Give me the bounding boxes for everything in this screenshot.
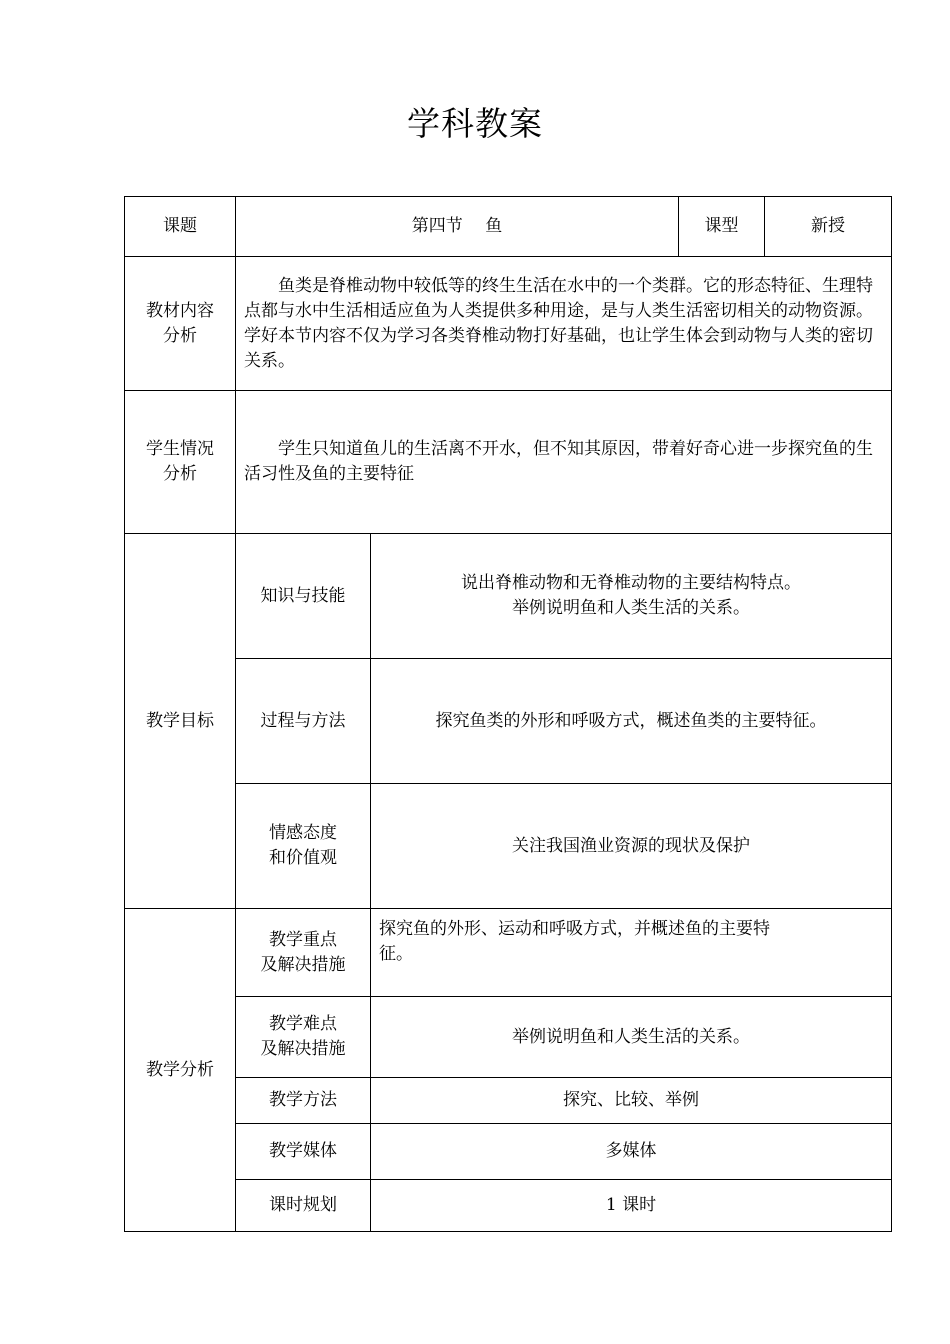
goals-label: 教学目标 <box>125 534 236 909</box>
analysis-difficulty-text: 举例说明鱼和人类生活的关系。 <box>371 997 892 1078</box>
analysis-difficulty-label: 教学难点 及解决措施 <box>236 997 371 1078</box>
goal-process-text: 探究鱼类的外形和呼吸方式，概述鱼类的主要特征。 <box>371 659 892 784</box>
goal-knowledge-label: 知识与技能 <box>236 534 371 659</box>
analysis-media-text: 多媒体 <box>371 1124 892 1180</box>
material-label: 教材内容 分析 <box>125 257 236 391</box>
topic-row <box>125 197 892 257</box>
analysis-key-text: 探究鱼的外形、运动和呼吸方式，并概述鱼的主要特 征。 <box>371 909 892 997</box>
analysis-schedule-row <box>125 1180 892 1232</box>
analysis-schedule-text: 1 课时 <box>371 1180 892 1232</box>
students-row <box>125 391 892 534</box>
document-title: 学科教案 <box>407 104 543 143</box>
goal-attitude-label: 情感态度 和价值观 <box>236 784 371 909</box>
goal-attitude-text: 关注我国渔业资源的现状及保护 <box>371 784 892 909</box>
topic-value: 第四节 鱼 <box>236 197 679 257</box>
analysis-schedule-label: 课时规划 <box>236 1180 371 1232</box>
analysis-difficulty-row <box>125 997 892 1078</box>
analysis-media-row <box>125 1124 892 1180</box>
analysis-method-label: 教学方法 <box>236 1078 371 1124</box>
analysis-media-label: 教学媒体 <box>236 1124 371 1180</box>
analysis-method-row <box>125 1078 892 1124</box>
goal-process-row <box>125 659 892 784</box>
goal-knowledge-row <box>125 534 892 659</box>
material-text: 鱼类是脊椎动物中较低等的终生生活在水中的一个类群。它的形态特征、生理特点都与水中生活相适应鱼为人类提供多种用途，是与人类生活密切相关的动物资源。学好本节内容不仅为学习各类脊椎动物打好基础，也让学生体会到动物与人类的密切关系。 <box>236 257 892 391</box>
analysis-label: 教学分析 <box>125 909 236 1232</box>
material-row <box>125 257 892 391</box>
goal-attitude-row <box>125 784 892 909</box>
students-label: 学生情况 分析 <box>125 391 236 534</box>
goal-knowledge-text: 说出脊椎动物和无脊椎动物的主要结构特点。 举例说明鱼和人类生活的关系。 <box>371 534 892 659</box>
lesson-type-value: 新授 <box>765 197 892 257</box>
lesson-plan-table <box>124 196 892 1232</box>
analysis-method-text: 探究、比较、举例 <box>371 1078 892 1124</box>
analysis-key-row <box>125 909 892 997</box>
topic-label: 课题 <box>125 197 236 257</box>
goal-process-label: 过程与方法 <box>236 659 371 784</box>
students-text: 学生只知道鱼儿的生活离不开水，但不知其原因，带着好奇心进一步探究鱼的生活习性及鱼的主要特征 <box>236 391 892 534</box>
lesson-type-label: 课型 <box>679 197 765 257</box>
analysis-key-label: 教学重点 及解决措施 <box>236 909 371 997</box>
